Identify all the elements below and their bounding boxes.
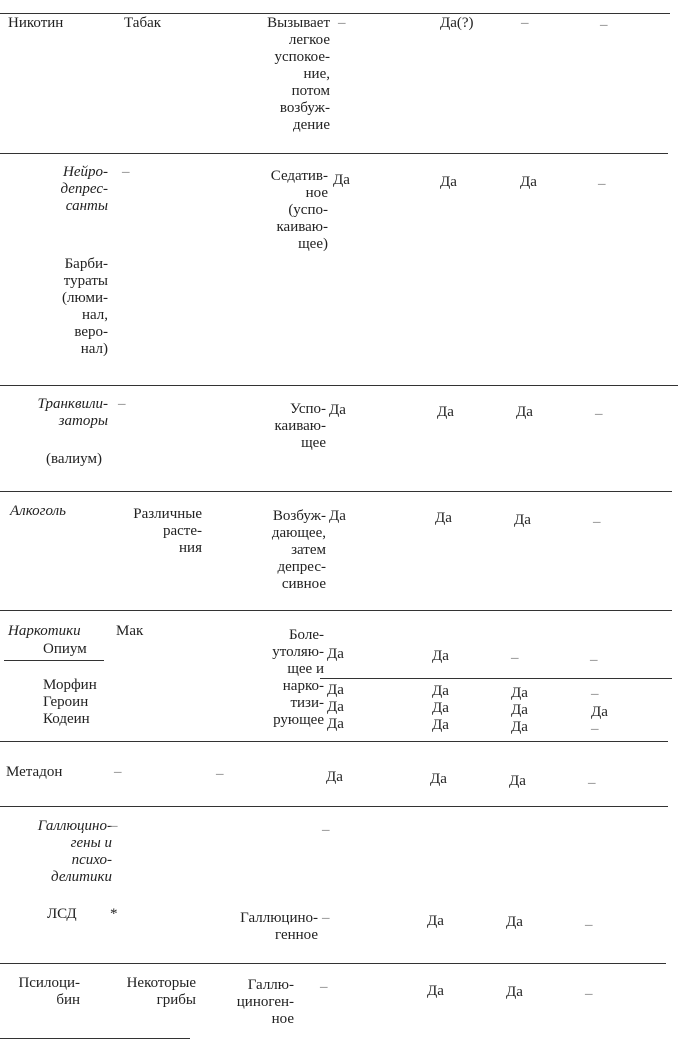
methadone-c4: –	[588, 775, 596, 791]
alcohol-source: Различные расте- ния	[133, 506, 202, 556]
row-divider	[0, 13, 670, 14]
methadone-name: Метадон	[6, 764, 63, 780]
row-divider	[0, 491, 672, 492]
psilocybin-source: Некоторые грибы	[126, 975, 196, 1008]
alcohol-c4: –	[593, 514, 601, 530]
row-divider	[0, 741, 668, 742]
neuro-c2: Да	[440, 174, 457, 190]
lsd-c1: –	[322, 910, 330, 926]
neuro-c1: Да	[333, 172, 350, 188]
halluc-category: Галлюцино- гены и психо- делитики	[37, 818, 112, 885]
alcohol-c2: Да	[435, 510, 452, 526]
neuro-effect: Седатив- ное (успо- каиваю- щее)	[270, 168, 328, 252]
row-divider	[0, 153, 668, 154]
nicotine-name: Никотин	[8, 15, 64, 31]
opium-divider	[320, 678, 672, 679]
alcohol-effect: Возбуж- дающее, затем депрес- сивное	[271, 508, 326, 592]
opiates-list: Морфин Героин Кодеин	[43, 677, 97, 727]
neuro-c3: Да	[520, 174, 537, 190]
psilocybin-c2: Да	[427, 983, 444, 999]
row-divider	[0, 963, 666, 964]
nicotine-c1: –	[338, 15, 346, 31]
nicotine-c3: –	[521, 15, 529, 31]
halluc-source: –	[110, 818, 118, 834]
psilocybin-c1: –	[320, 979, 328, 995]
lsd-c2: Да	[427, 913, 444, 929]
opiates-c3: Да Да Да	[511, 685, 528, 735]
psilocybin-c4: –	[585, 986, 593, 1002]
opium-label: Опиум	[43, 641, 87, 657]
halluc-effect: –	[322, 822, 330, 838]
methadone-c1: Да	[326, 769, 343, 785]
tranq-sub: (валиум)	[46, 451, 102, 467]
opium-c2: Да	[432, 648, 449, 664]
lsd-name: ЛСД	[47, 906, 77, 922]
row-divider	[0, 806, 668, 807]
methadone-source: –	[114, 764, 122, 780]
opium-c1: Да	[327, 646, 344, 662]
heroin-c4: Да	[591, 704, 608, 720]
psilocybin-c3: Да	[506, 984, 523, 1000]
alcohol-c1: Да	[329, 508, 346, 524]
neuro-c4: –	[598, 176, 606, 192]
psilocybin-name: Псилоци- бин	[18, 975, 80, 1008]
alcohol-c3: Да	[514, 512, 531, 528]
lsd-source: *	[110, 906, 118, 922]
neuro-category: Нейро- депрес- санты	[60, 164, 108, 214]
psilocybin-effect: Галлю- циноген- ное	[236, 977, 294, 1027]
opium-underline	[4, 660, 104, 661]
tranq-c3: Да	[516, 404, 533, 420]
methadone-effect: –	[216, 766, 224, 782]
tranq-c4: –	[595, 406, 603, 422]
nicotine-source: Табак	[124, 15, 162, 31]
methadone-c3: Да	[509, 773, 526, 789]
tranq-category: Транквили- заторы	[37, 396, 108, 429]
opium-c4: –	[590, 652, 598, 668]
neuro-sub: Барби- тураты (люми- нал, веро- нал)	[61, 256, 108, 357]
nicotine-c2: Да(?)	[440, 15, 474, 31]
nicotine-c4: –	[600, 17, 608, 33]
nicotine-effect: Вызывает легкое успокое- ние, потом возбуж- дение	[267, 15, 330, 133]
narcotics-category: Наркотики	[8, 623, 81, 639]
row-divider	[0, 610, 672, 611]
row-divider	[0, 385, 678, 386]
lsd-c3: Да	[506, 914, 523, 930]
opiates-c2: Да Да Да	[432, 683, 449, 733]
methadone-c2: Да	[430, 771, 447, 787]
codeine-c4: –	[591, 721, 599, 737]
tranq-c2: Да	[437, 404, 454, 420]
lsd-c4: –	[585, 917, 593, 933]
tranq-c1: Да	[329, 402, 346, 418]
narcotics-source: Мак	[116, 623, 144, 639]
opiates-c1: Да Да Да	[327, 682, 344, 732]
tranq-effect: Успо- каиваю- щее	[274, 401, 326, 451]
neuro-source: –	[122, 164, 130, 180]
tranq-source: –	[118, 396, 126, 412]
lsd-effect: Галлюцино- генное	[240, 910, 318, 943]
alcohol-category: Алкоголь	[10, 503, 66, 519]
morphine-c4: –	[591, 686, 599, 702]
opium-c3: –	[511, 650, 519, 666]
narcotics-effect: Боле- утоляю- щее и нарко- тизи- рующее	[272, 627, 324, 728]
